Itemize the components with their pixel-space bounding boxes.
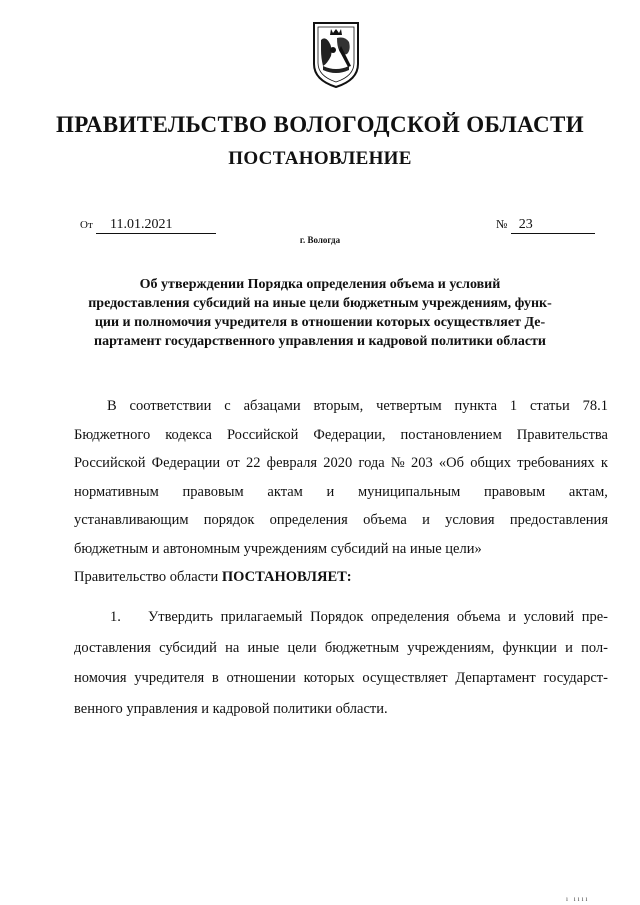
text-line: устанавливающим порядок определения объема и условия предоставления [74,512,608,528]
text-line: Бюджетного кодекса Российской Федерации, постановлением Правительства [74,426,608,443]
resolution-word: ПОСТАНОВЛЯЕТ: [221,569,352,585]
clause-first-line [74,602,608,633]
coat-of-arms-icon [311,20,361,90]
scan-mark: ı ıııı [566,895,590,903]
text-line: нормативным правовым актам и муниципальным правовым актам, [74,483,608,500]
date-value: 11.01.2021 [96,217,216,234]
number-label: № [496,217,508,231]
clause-first-line-inner [110,602,608,633]
text-line: Утвердить прилагаемый Порядок определения объема и условий пре- [148,609,608,625]
document-type: ПОСТАНОВЛЕНИЕ [228,148,412,169]
document-date [80,216,216,234]
resolution-line [74,563,608,592]
document-subject [60,275,580,351]
subject-line: партамент государственного управления и кадровой политики области [94,334,546,349]
subject-line: предоставления субсидий на иные цели бюджетным учреждениям, функ- [88,296,552,311]
city-name: г. Вологда [299,235,341,245]
text-line: В соответствии с абзацами вторым, четвертым пункта 1 статьи 78.1 [107,398,608,414]
number-value: 23 [511,217,595,234]
text-line: Российской Федерации от 22 февраля 2020 года № 203 «Об общих требованиях к [74,455,608,471]
date-label: От [80,219,93,231]
text-line: номочия учредителя в отношении которых осуществляет Департамент государст- [74,670,608,686]
text-line: бюджетным и автономным учреждениям субсидий на иные цели» [74,540,482,557]
clause-1 [74,602,608,724]
text-line: венного управления и кадровой политики области. [74,700,388,717]
text-line: доставления субсидий на иные цели бюджетным учреждениям, функции и пол- [74,639,608,656]
resolution-prefix: Правительство области [74,569,222,585]
government-title: ПРАВИТЕЛЬСТВО ВОЛОГОДСКОЙ ОБЛАСТИ [55,112,585,137]
clause-number: 1. [110,609,121,625]
subject-line: Об утверждении Порядка определения объема и условий [139,277,501,292]
document-number [496,216,595,234]
subject-line: ции и полномочия учредителя в отношении которых осуществляет Де- [94,315,546,330]
preamble-paragraph [74,392,608,592]
